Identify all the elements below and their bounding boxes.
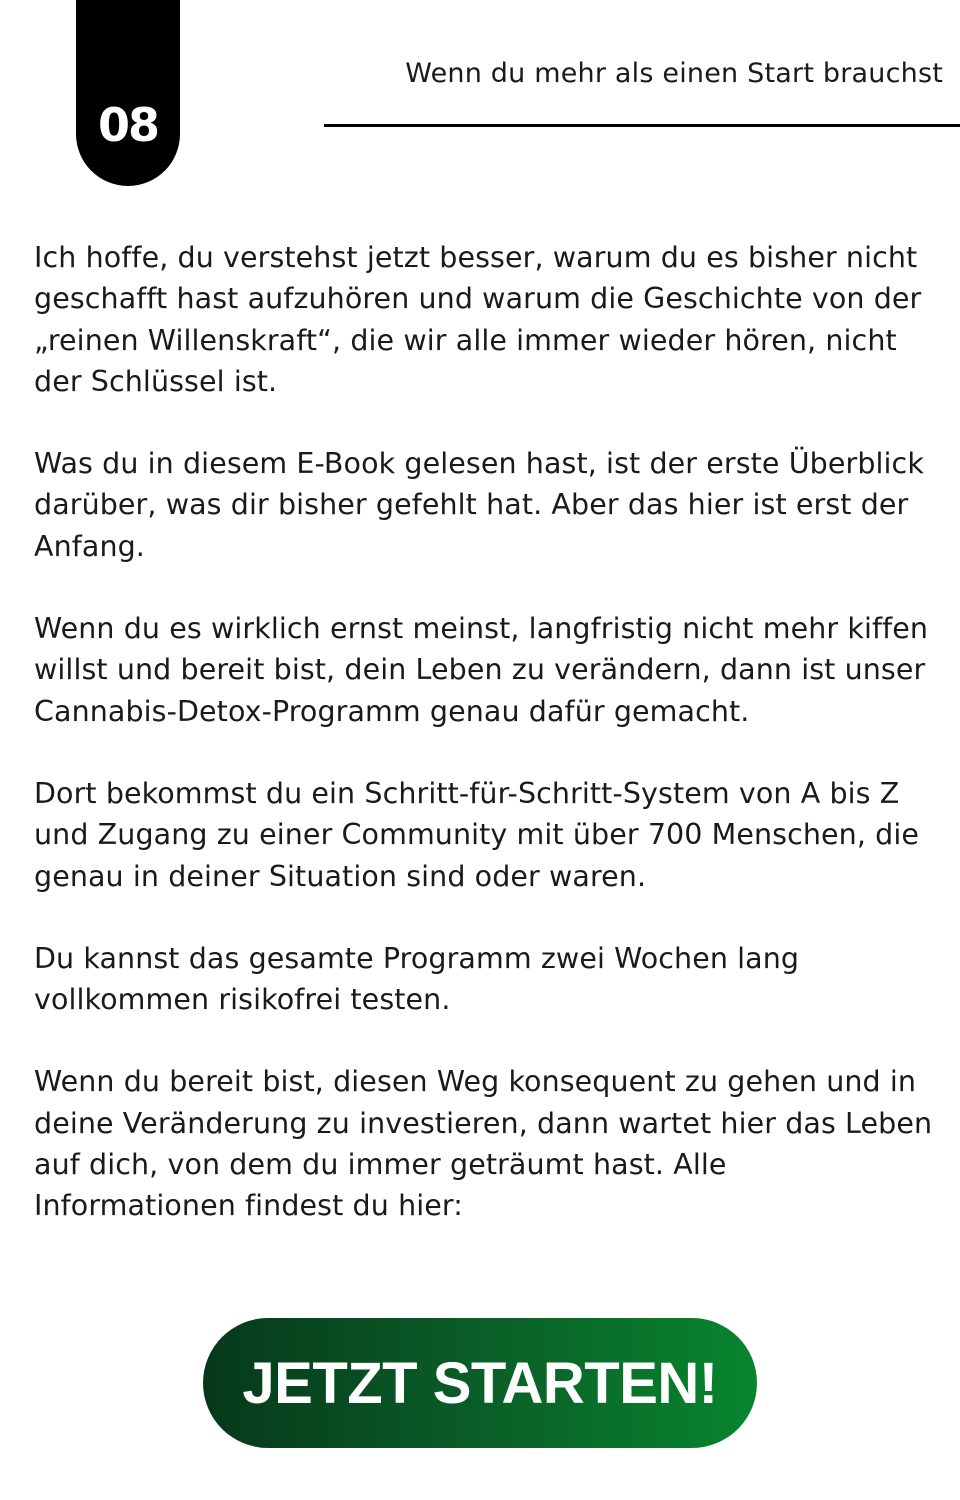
chapter-title: Wenn du mehr als einen Start brauchst [405,58,943,89]
start-now-button[interactable]: JETZT STARTEN! [203,1318,757,1448]
paragraph: Was du in diesem E-Book gelesen hast, ist der erste Überblick darüber, was dir bisher gefehlt hat. Aber das hier ist erst der Anfang. [34,447,924,563]
paragraph: Dort bekommst du ein Schritt-für-Schritt-System von A bis Z und Zugang zu einer Community mit über 700 Menschen, die genau in deiner Situation sind oder waren. [34,776,920,893]
paragraph: Du kannst das gesamte Programm zwei Wochen lang vollkommen risikofrei testen. [34,941,800,1017]
paragraph: Wenn du es wirklich ernst meinst, langfristig nicht mehr kiffen willst und bereit bist, dein Leben zu verändern, dann ist unser Cannabis-Detox-Programm genau dafür gemacht. [34,612,929,728]
title-divider [324,124,960,127]
chapter-number-badge: 08 [76,0,180,186]
paragraph: Wenn du bereit bist, diesen Weg konsequent zu gehen und in deine Veränderung zu investieren, dann wartet hier das Leben auf dich, von dem du immer geträumt hast. Alle Informationen findest du hier: [34,1065,933,1223]
paragraph: Ich hoffe, du verstehst jetzt besser, warum du es bisher nicht geschafft hast aufzuhören und warum die Geschichte von der „reinen Willenskraft“, die wir alle immer wieder hören, nicht der Schlüssel ist. [34,241,922,398]
body-text [34,237,934,1268]
